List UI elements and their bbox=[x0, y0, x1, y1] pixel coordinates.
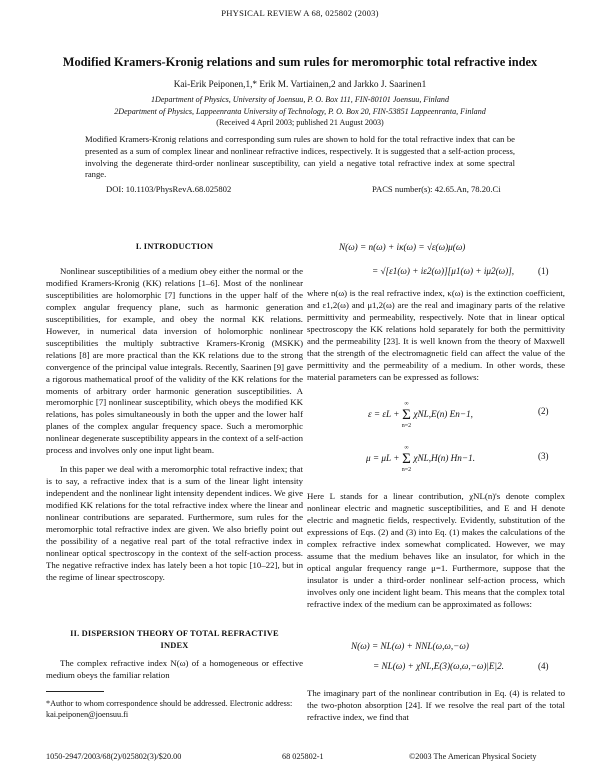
pacs-numbers: PACS number(s): 42.65.An, 78.20.Ci bbox=[372, 184, 501, 194]
equation-4-number: (4) bbox=[538, 661, 549, 671]
dispersion-paragraph-1: The complex refractive index N(ω) of a homogeneous or effective medium obeys the familiar relation bbox=[46, 658, 303, 680]
footnote: *Author to whom correspondence should be addressed. Electronic address: kai.peiponen@joensuu.fi bbox=[46, 699, 293, 720]
equation-2-term: χNL,E(n) En−1, bbox=[413, 409, 473, 420]
footnote-rule bbox=[46, 691, 104, 692]
equation-4-line-1: N(ω) = NL(ω) + NNL(ω,ω,−ω) bbox=[351, 641, 469, 651]
running-head: PHYSICAL REVIEW A 68, 025802 (2003) bbox=[221, 8, 379, 18]
article-title: Modified Kramers-Kronig relations and sum rules for meromorphic total refractive index bbox=[62, 55, 538, 69]
affiliation-1: 1Department of Physics, University of Joensuu, P. O. Box 111, FIN-80101 Joensuu, Finland bbox=[150, 95, 450, 104]
equation-3-term: χNL,H(n) Hn−1. bbox=[413, 453, 475, 464]
summation-lower: n=2 bbox=[401, 423, 412, 429]
section-heading-introduction: I. INTRODUCTION bbox=[135, 242, 214, 251]
equation-1-line-1: N(ω) = n(ω) + iκ(ω) = √ε(ω)μ(ω) bbox=[339, 242, 466, 252]
affiliation-2: 2Department of Physics, Lappeenranta University of Technology, P. O. Box 20, FIN-53851 Lappeenranta, Finland bbox=[114, 107, 486, 116]
equation-4-line-2: = NL(ω) + χNL,E(3)(ω,ω,−ω)|E|2. bbox=[373, 661, 504, 671]
equation-2-lhs: ε = εL + bbox=[368, 409, 400, 420]
footer-issn: 1050-2947/2003/68(2)/025802(3)/$20.00 bbox=[46, 752, 182, 761]
intro-paragraph-2: In this paper we deal with a meromorphic total refractive index; that is to say, a refractive index that is a sum of the linear light intensity independent and the nonlinear light intensity dependent indices. We give modified KK relations for the total refractive index where the linear and nonlinear contributions are separated. Furthermore, sum rules for the meromorphic total refractive index are given. We also briefly point out the possibility of a negative real part of the total refractive index in nonlinear optical spectroscopy in the context of the self-action process. The negative refractive index has lately been a hot topic [10–22], but in the regime of linear spectroscopy. bbox=[46, 464, 303, 582]
right-paragraph-2: Here L stands for a linear contribution, χNL(n)'s denote complex nonlinear electric and magnetic susceptibilities, and E and H denote electric and magnetic fields, respectively. Evidently, substitution of the expressions of Eqs. (2) and (3) into Eq. (1) makes the calculations of the complex refractive index somewhat complicated. However, we may assume that the medium behaves like an insulator, for which in the optical angular frequency range μ=1. Furthermore, suppose that the insulator is under a third-order nonlinear self-action process, which involves only one incident light beam. This means that the complex total refractive index of the medium can be approximated as follows: bbox=[307, 491, 565, 609]
summation-symbol: ∞ Σ n=2 bbox=[401, 401, 412, 429]
equation-1-number: (1) bbox=[538, 266, 549, 276]
footer-copyright: ©2003 The American Physical Society bbox=[409, 752, 537, 761]
equation-3 bbox=[366, 444, 475, 474]
summation-upper: ∞ bbox=[404, 401, 409, 407]
footer-page-number: 68 025802-1 bbox=[282, 752, 324, 761]
section-heading-dispersion-line1: II. DISPERSION THEORY OF TOTAL REFRACTIVE bbox=[70, 629, 279, 638]
doi-link[interactable]: DOI: 10.1103/PhysRevA.68.025802 bbox=[106, 184, 232, 194]
equation-3-lhs: μ = μL + bbox=[366, 453, 400, 464]
section-heading-dispersion-line2: INDEX bbox=[160, 641, 189, 650]
equation-3-number: (3) bbox=[538, 451, 549, 461]
equation-2 bbox=[368, 400, 473, 430]
equation-2-number: (2) bbox=[538, 406, 549, 416]
equation-1-line-2: = √[ε1(ω) + iε2(ω)][μ1(ω) + iμ2(ω)], bbox=[372, 266, 515, 276]
received-dates: (Received 4 April 2003; published 21 August 2003) bbox=[216, 118, 384, 127]
author-list: Kai-Erik Peiponen,1,* Erik M. Vartiainen,2 and Jarkko J. Saarinen1 bbox=[173, 80, 427, 90]
summation-lower: n=2 bbox=[401, 467, 412, 473]
summation-symbol: ∞ Σ n=2 bbox=[401, 445, 412, 473]
right-paragraph-3: The imaginary part of the nonlinear contribution in Eq. (4) is related to the two-photon absorption [24]. If we resolve the real part of the total refractive index, we find that bbox=[307, 688, 565, 722]
intro-paragraph-1: Nonlinear susceptibilities of a medium obey either the normal or the modified Kramers-Kronig (KK) relations [1–6]. Most of the nonlinear susceptibilities are holomorphic [7] functions in the upper half of the complex angular frequency plane, such as harmonic generation susceptibilities, for example, and obey the normal KK relations. However, in numerical data inversion of holomorphic nonlinear susceptibilities the multiply subtractive Kramers-Kronig (MSKK) relations [8] are more practical than the KK relations due to the strong convergence of the principal value integrals. Recently, Saarinen [9] gave a rigorous mathematical proof of the validity of the KK relations for the moments of arbitrary order harmonic generation susceptibilities. A meromorphic [7] nonlinear susceptibility, which obeys the modified KK relations, has poles simultaneously in both the upper and the lower half planes of the complex angular frequency space. Such a meromorphic nonlinear degenerate susceptibility appears in the context of a self-action process and involves only one input light beam. bbox=[46, 266, 303, 456]
abstract: Modified Kramers-Kronig relations and corresponding sum rules are shown to hold for the total refractive index that can be presented as a sum of complex linear and nonlinear refractive indices, respectively. It is suggested that a self-action process, involving the degenerate third-order nonlinear susceptibility, can yield a negative total refractive index at some spectral range. bbox=[85, 134, 515, 180]
summation-upper: ∞ bbox=[404, 445, 409, 451]
right-paragraph-1: where n(ω) is the real refractive index, κ(ω) is the extinction coefficient, and ε1,2(ω) and μ1,2(ω) are the real and imaginary parts of the relative permittivity and permeability, respectively. Note that in linear optical spectroscopy the KK relations hold separately for both the permittivity and the permeability [23]. It is well known from the theory of Maxwell that the strength of the electromagnetic field can affect the value of the permittivity and the permeability of a medium. In other words, these material parameters can be expressed as follows: bbox=[307, 288, 565, 382]
